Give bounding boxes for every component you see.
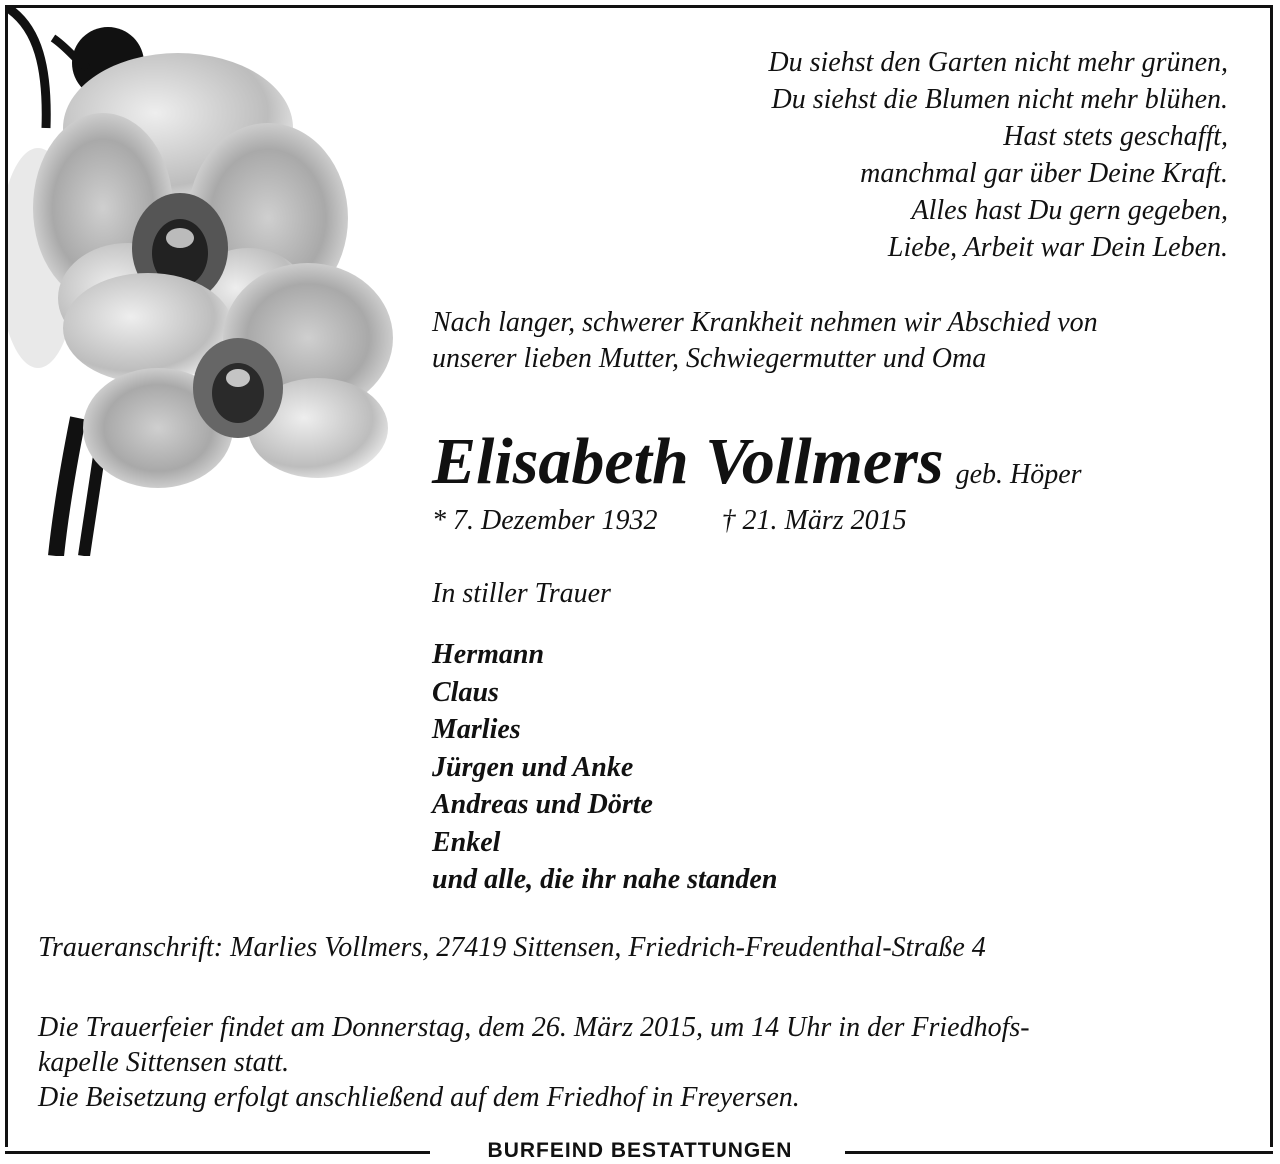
ceremony-line: Die Trauerfeier findet am Donnerstag, dem 26. März 2015, um 14 Uhr in der Friedhofs- — [38, 1012, 1030, 1043]
bottom-rule-right — [845, 1151, 1273, 1154]
orchid-image — [8, 8, 403, 556]
family-member: Hermann — [432, 639, 545, 670]
bottom-rule-left — [5, 1151, 430, 1154]
poem-line: manchmal gar über Deine Kraft. — [860, 158, 1228, 189]
poem-line: Hast stets geschafft, — [1003, 121, 1228, 152]
poem — [528, 44, 1228, 266]
ceremony-line: kapelle Sittensen statt. — [38, 1047, 290, 1078]
death-date: † 21. März 2015 — [721, 505, 907, 536]
family-member: Enkel — [432, 826, 501, 858]
poem-line: Liebe, Arbeit war Dein Leben. — [887, 232, 1228, 263]
family-member: Jürgen und Anke — [432, 751, 634, 783]
mourning-label: In stiller Trauer — [432, 578, 611, 609]
announcement-intro — [432, 305, 1242, 377]
family-member: und alle, die ihr nahe standen — [432, 864, 778, 895]
family-member: Claus — [432, 676, 499, 708]
birth-name: geb. Höper — [955, 459, 1082, 490]
deceased-name-row — [432, 424, 1082, 500]
deceased-name: Elisabeth Vollmers — [432, 425, 944, 498]
birth-date: * 7. Dezember 1932 — [432, 505, 658, 536]
family-member: Marlies — [432, 714, 521, 745]
intro-line: unserer lieben Mutter, Schwiegermutter und Oma — [432, 343, 987, 374]
ceremony-details — [38, 1010, 1233, 1115]
family-member: Andreas und Dörte — [432, 789, 653, 820]
funeral-home-logo: BURFEIND BESTATTUNGEN — [487, 1139, 793, 1162]
poem-line: Alles hast Du gern gegeben, — [911, 195, 1228, 226]
poem-line: Du siehst die Blumen nicht mehr blühen. — [771, 84, 1228, 115]
life-dates — [432, 505, 907, 537]
family-list — [432, 636, 777, 899]
intro-line: Nach langer, schwerer Krankheit nehmen wir Abschied von — [432, 307, 1098, 338]
poem-line: Du siehst den Garten nicht mehr grünen, — [768, 47, 1228, 78]
mourning-address: Traueranschrift: Marlies Vollmers, 27419 Sittensen, Friedrich-Freudenthal-Straße 4 — [38, 932, 986, 963]
ceremony-line: Die Beisetzung erfolgt anschließend auf dem Friedhof in Freyersen. — [38, 1082, 800, 1113]
